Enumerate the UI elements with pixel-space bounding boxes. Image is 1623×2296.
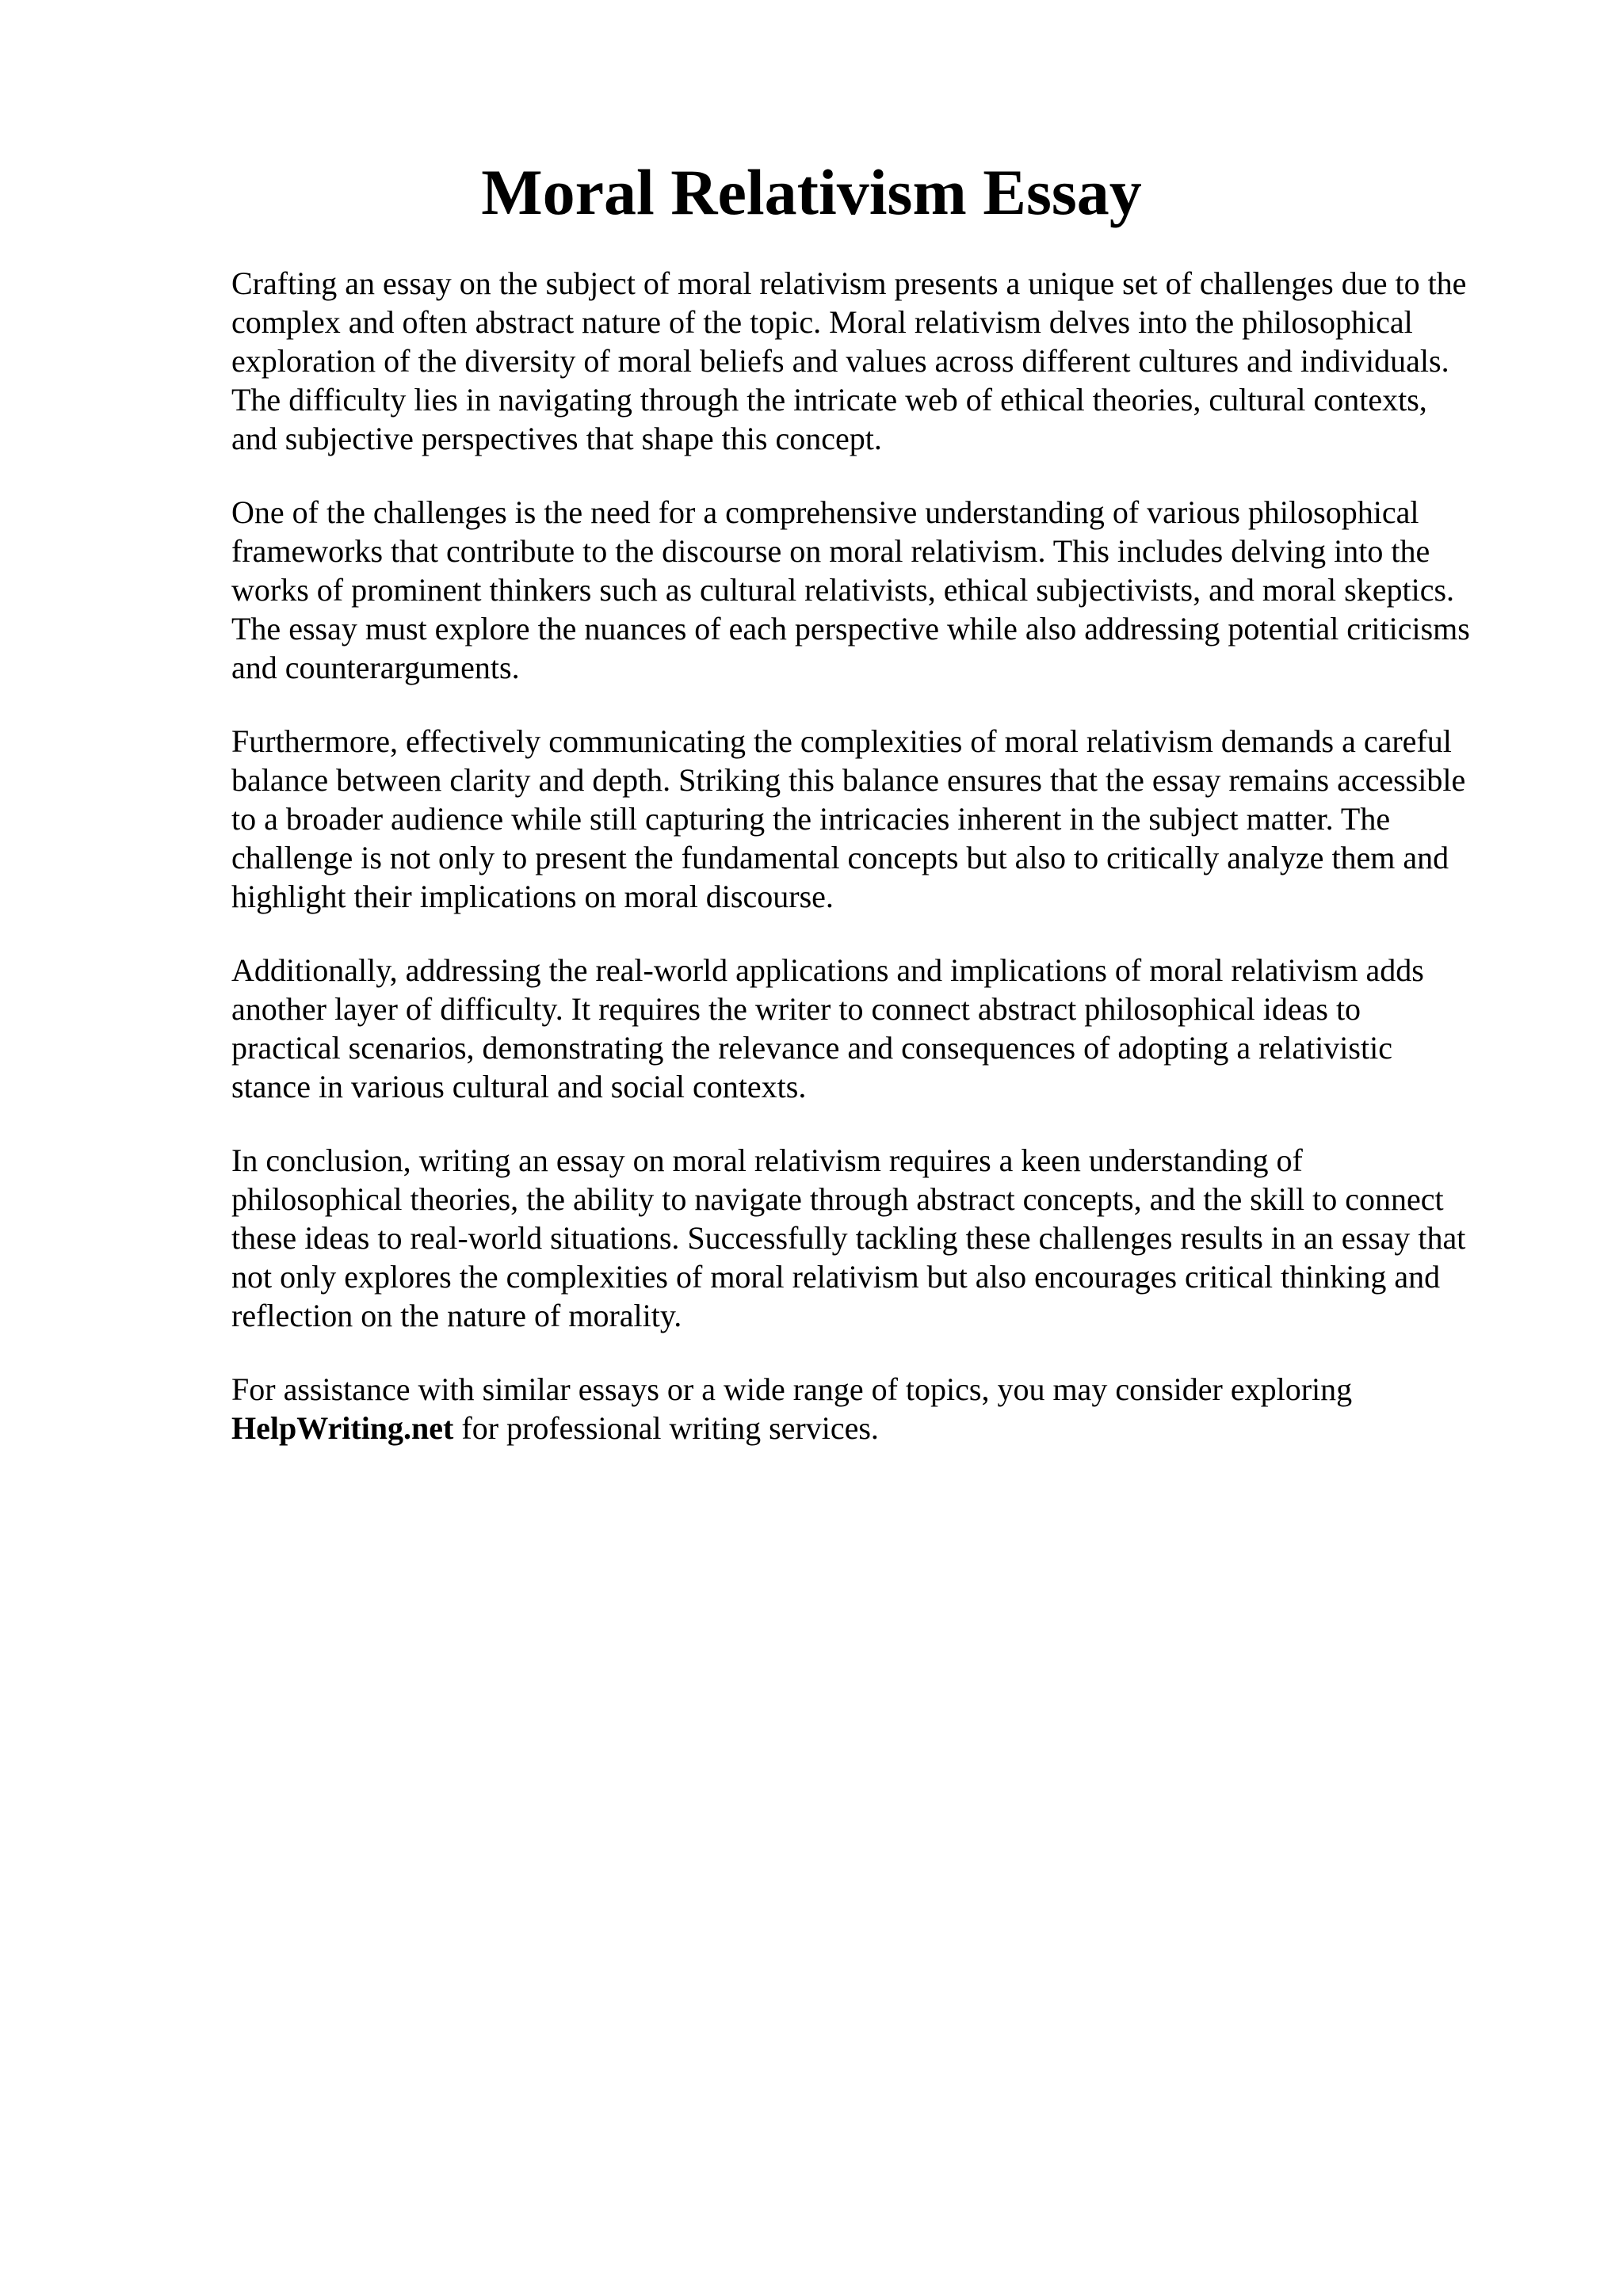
text-line: One of the challenges is the need for a comprehensive understanding of various philosophical <box>231 494 1419 530</box>
text-line: another layer of difficulty. It requires the writer to connect abstract philosophical ideas to <box>231 991 1361 1027</box>
closing-suffix: for professional writing services. <box>453 1410 879 1446</box>
text-line: and subjective perspectives that shape this concept. <box>231 421 882 456</box>
text-line: balance between clarity and depth. Striking this balance ensures that the essay remains accessible <box>231 762 1466 798</box>
text-line: Additionally, addressing the real-world applications and implications of moral relativism adds <box>231 952 1424 988</box>
text-line: complex and often abstract nature of the topic. Moral relativism delves into the philosophical <box>231 304 1413 340</box>
text-line: In conclusion, writing an essay on moral relativism requires a keen understanding of <box>231 1142 1303 1178</box>
text-line: and counterarguments. <box>231 650 520 685</box>
text-line: highlight their implications on moral discourse. <box>231 879 834 914</box>
text-line: For assistance with similar essays or a wide range of topics, you may consider exploring <box>231 1371 1353 1407</box>
paragraph-1 <box>231 264 1531 458</box>
essay-body <box>231 264 1531 1482</box>
text-line: The essay must explore the nuances of each perspective while also addressing potential criticisms <box>231 611 1470 646</box>
text-line: to a broader audience while still capturing the intricacies inherent in the subject matter. The <box>231 801 1391 837</box>
page-title: Moral Relativism Essay <box>481 156 1142 228</box>
brand-link[interactable]: HelpWriting.net <box>231 1410 454 1446</box>
text-line: philosophical theories, the ability to navigate through abstract concepts, and the skill to connect <box>231 1181 1444 1217</box>
paragraph-4 <box>231 951 1531 1106</box>
text-line: challenge is not only to present the fundamental concepts but also to critically analyze them and <box>231 840 1449 875</box>
text-line: reflection on the nature of morality. <box>231 1298 682 1333</box>
text-line <box>231 1409 1531 1447</box>
text-line: these ideas to real-world situations. Successfully tackling these challenges results in an essay that <box>231 1220 1466 1256</box>
closing-paragraph <box>231 1370 1531 1447</box>
text-line: The difficulty lies in navigating through the intricate web of ethical theories, cultural contexts, <box>231 382 1427 418</box>
paragraph-3 <box>231 722 1531 916</box>
text-line: exploration of the diversity of moral beliefs and values across different cultures and individuals. <box>231 343 1449 379</box>
text-line: works of prominent thinkers such as cultural relativists, ethical subjectivists, and moral skeptics. <box>231 572 1455 608</box>
text-line: Furthermore, effectively communicating the complexities of moral relativism demands a careful <box>231 723 1452 759</box>
text-line: practical scenarios, demonstrating the relevance and consequences of adopting a relativistic <box>231 1030 1392 1066</box>
text-line: frameworks that contribute to the discourse on moral relativism. This includes delving into the <box>231 533 1430 569</box>
paragraph-5 <box>231 1141 1531 1335</box>
text-line: stance in various cultural and social contexts. <box>231 1069 807 1104</box>
text-line: Crafting an essay on the subject of moral relativism presents a unique set of challenges due to the <box>231 265 1467 301</box>
paragraph-2 <box>231 493 1531 687</box>
text-line: not only explores the complexities of moral relativism but also encourages critical thinking and <box>231 1259 1441 1295</box>
